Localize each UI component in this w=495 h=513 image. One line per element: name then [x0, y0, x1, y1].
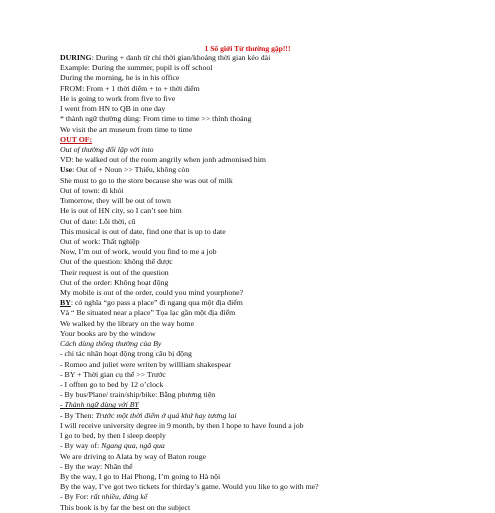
line-text: My mobile is out of the order, could you mind yourphone?	[60, 288, 244, 298]
line-text: : During + danh từ chỉ thời gian/khoảng thời gian kéo dài	[91, 53, 271, 62]
line-text: This book is by far the best on the subject	[60, 502, 191, 512]
line-text: Tomorrow, they will be out of town	[60, 196, 171, 206]
line-text: Out of the order: Không hoạt động	[60, 277, 169, 287]
text-line	[60, 370, 492, 380]
text-line	[60, 165, 492, 175]
text-line	[60, 308, 492, 318]
line-text: Out of work: Thất nghiệp	[60, 236, 140, 246]
line-text: : Out of + Noun >> Thiếu, không còn	[72, 165, 190, 175]
line-text: He is going to work from five to five	[60, 93, 176, 103]
line-text: - Thành ngữ dùng với BY	[60, 400, 139, 410]
text-line	[60, 94, 492, 104]
text-line	[60, 492, 492, 502]
line-text: * thành ngữ thường dùng: From time to time >> thỉnh thoảng	[60, 114, 252, 124]
text-line	[60, 125, 492, 135]
text-line	[60, 319, 492, 329]
line-text: - I offten go to bed by 12 o’clock	[60, 380, 164, 389]
line-keyword: - By For:	[60, 492, 91, 502]
line-text: Your books are by the window	[60, 328, 156, 338]
text-line	[60, 257, 492, 267]
text-line	[60, 349, 492, 359]
line-text: He is out of HN city, so I can’t see him	[60, 206, 182, 216]
line-text: I go to bed, by then I sleep deeply	[60, 431, 166, 441]
text-line	[60, 431, 492, 441]
line-text: Out of town: đi khỏi	[60, 185, 124, 195]
line-text: We walked by the library on the way home	[60, 318, 195, 328]
text-line	[60, 472, 492, 482]
line-text: I went from HN to QB in one day	[60, 104, 166, 114]
text-line	[60, 380, 492, 390]
text-line	[60, 206, 492, 216]
line-text: Their request is out of the question	[60, 267, 169, 277]
text-line	[60, 63, 492, 73]
line-text: She must to go to the store because she was out of milk	[60, 175, 233, 185]
text-line	[60, 482, 492, 492]
text-line	[60, 360, 492, 370]
line-text: - Romeo and juliet were writen by willliam shakespear	[60, 359, 232, 369]
line-keyword: Use	[60, 165, 73, 175]
text-line	[60, 390, 492, 400]
text-line	[60, 278, 492, 288]
line-keyword: DURING	[60, 53, 92, 62]
text-line	[60, 217, 492, 227]
line-keyword: BY	[60, 298, 71, 308]
text-line	[60, 104, 492, 114]
text-line	[60, 329, 492, 339]
text-line	[60, 155, 492, 165]
line-text: : có nghĩa “go pass a place” đi ngang qua một địa điểm	[70, 298, 243, 308]
text-line	[60, 227, 492, 237]
text-line	[60, 73, 492, 83]
text-line	[60, 298, 492, 308]
text-line	[60, 176, 492, 186]
line-keyword: - By way of:	[60, 441, 102, 451]
line-text: Cách dùng thông thường của By	[60, 339, 162, 349]
text-line	[60, 247, 492, 257]
text-line	[60, 452, 492, 462]
line-text: rất nhiều, đáng kể	[90, 492, 148, 502]
section-heading: OUT OF:	[60, 134, 93, 144]
line-text: Ngang qua, ngã qua	[101, 441, 165, 451]
line-text: - By the way: Nhân thể	[60, 461, 133, 471]
text-line	[60, 400, 492, 410]
line-text: By the way, I’ve got two tickets for thirday’s game. Would you like to go with me?	[60, 482, 319, 492]
text-line	[60, 53, 492, 63]
line-text: This musical is out of date, find one that is up to date	[60, 226, 226, 236]
line-text: I will receive university degree in 9 month, by then I hope to have found a job	[60, 420, 304, 430]
text-line	[60, 288, 492, 298]
line-text: - BY + Thời gian cụ thể >> Trước	[60, 369, 166, 379]
text-line	[60, 114, 492, 124]
line-text: Và “ Be situated near a place” Tọa lạc gần một địa điểm	[60, 308, 236, 318]
text-line	[60, 237, 492, 247]
line-text: Out of thường đối lập với into	[60, 144, 154, 154]
line-text: Trước một thời điểm ở quá khứ hay tương lai	[95, 410, 237, 420]
line-text: FROM: From + 1 thời điểm + to + thời điểm	[60, 83, 200, 93]
document-body	[60, 53, 492, 513]
line-text: Now, I’m out of work, would you find to me a job	[60, 247, 217, 257]
text-line	[60, 503, 492, 513]
line-text: - chỉ tác nhân hoạt động trong câu bị động	[60, 349, 192, 359]
document-title: 1 Số giới Từ thường gặp!!!	[204, 44, 291, 53]
line-text: VD: he walked out of the room angrily when jonh admonised him	[60, 155, 266, 165]
text-line	[60, 145, 492, 155]
line-text: - By bus/Plane/ train/ship/bike: Bằng phương tiện	[60, 390, 216, 400]
line-text: Out of date: Lỗi thời, cũ	[60, 216, 136, 226]
line-text: Example: During the summer, pupil is off school	[60, 63, 213, 73]
text-line	[60, 268, 492, 278]
line-text: We visit the art museum from time to time	[60, 124, 193, 134]
line-text: We are driving to Alata by way of Baton rouge	[60, 451, 206, 461]
text-line	[60, 196, 492, 206]
line-text: By the way, I go to Hai Phong, I’m going to Hà nội	[60, 471, 221, 481]
text-line	[60, 84, 492, 94]
text-line	[60, 462, 492, 472]
line-text: During the morning, he is in his office	[60, 73, 180, 83]
text-line	[60, 441, 492, 451]
line-keyword: - By Then:	[60, 410, 96, 420]
text-line	[60, 135, 492, 145]
text-line	[60, 186, 492, 196]
text-line	[60, 411, 492, 421]
text-line	[60, 421, 492, 431]
text-line	[60, 339, 492, 349]
line-text: Out of the question: không thể được	[60, 257, 173, 267]
